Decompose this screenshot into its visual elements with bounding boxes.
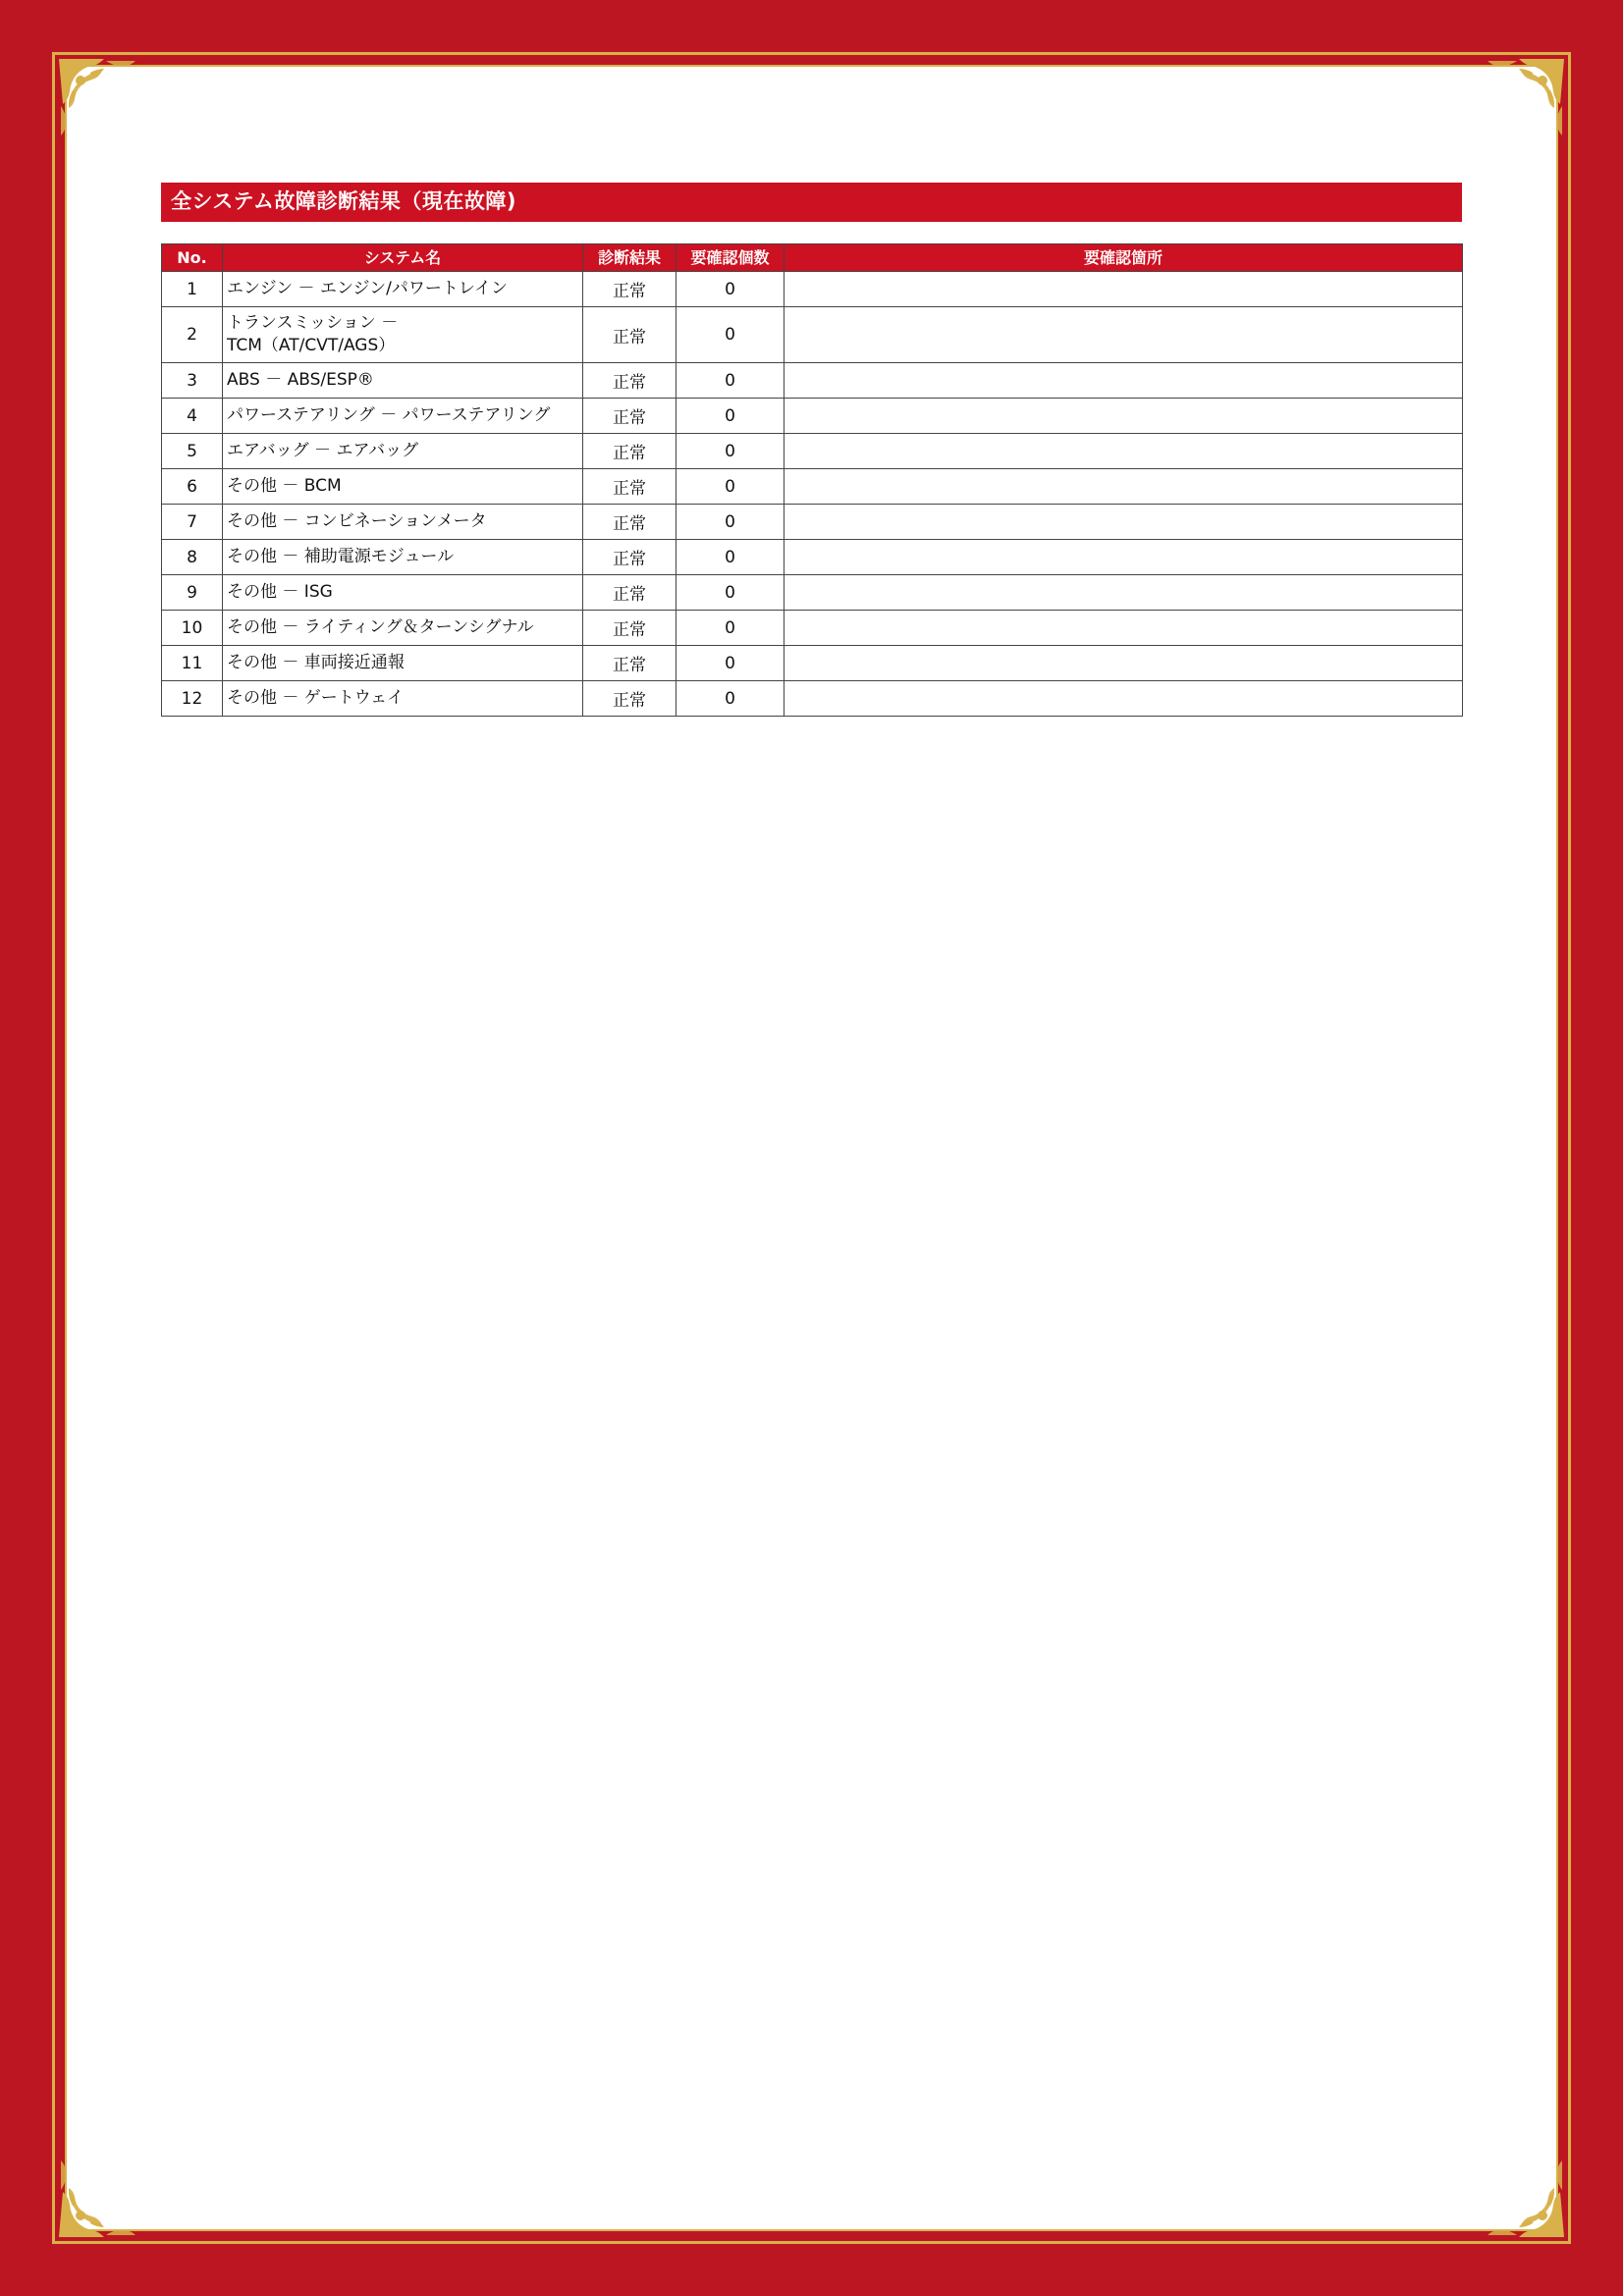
cell-place xyxy=(784,646,1463,681)
report-content xyxy=(161,183,1462,717)
cell-result: 正常 xyxy=(583,363,676,399)
cell-place xyxy=(784,611,1463,646)
cell-count: 0 xyxy=(676,363,784,399)
cell-place xyxy=(784,272,1463,307)
cell-system: エンジン － エンジン/パワートレイン xyxy=(223,272,583,307)
cell-count: 0 xyxy=(676,575,784,611)
cell-result: 正常 xyxy=(583,399,676,434)
table-row xyxy=(162,363,1463,399)
cell-count: 0 xyxy=(676,272,784,307)
cell-result: 正常 xyxy=(583,540,676,575)
cell-system: ABS － ABS/ESP® xyxy=(223,363,583,399)
cell-no: 1 xyxy=(162,272,223,307)
cell-system: その他 － コンビネーションメータ xyxy=(223,505,583,540)
cell-result: 正常 xyxy=(583,611,676,646)
cell-system: トランスミッション － TCM（AT/CVT/AGS） xyxy=(223,307,583,363)
cell-system: その他 － 車両接近通報 xyxy=(223,646,583,681)
cell-count: 0 xyxy=(676,540,784,575)
table-row xyxy=(162,540,1463,575)
cell-system: エアバッグ － エアバッグ xyxy=(223,434,583,469)
cell-no: 2 xyxy=(162,307,223,363)
cell-result: 正常 xyxy=(583,272,676,307)
cell-place xyxy=(784,540,1463,575)
table-row xyxy=(162,681,1463,717)
cell-place xyxy=(784,363,1463,399)
cell-no: 3 xyxy=(162,363,223,399)
cell-no: 12 xyxy=(162,681,223,717)
cell-result: 正常 xyxy=(583,307,676,363)
cell-no: 11 xyxy=(162,646,223,681)
cell-place xyxy=(784,681,1463,717)
cell-place xyxy=(784,399,1463,434)
table-row xyxy=(162,575,1463,611)
table-row xyxy=(162,399,1463,434)
cell-system: その他 － 補助電源モジュール xyxy=(223,540,583,575)
column-header-count: 要確認個数 xyxy=(676,244,784,272)
table-row xyxy=(162,434,1463,469)
column-header-no: No. xyxy=(162,244,223,272)
table-row xyxy=(162,646,1463,681)
table-row xyxy=(162,505,1463,540)
cell-place xyxy=(784,307,1463,363)
cell-system: その他 － BCM xyxy=(223,469,583,505)
column-header-place: 要確認箇所 xyxy=(784,244,1463,272)
cell-place xyxy=(784,505,1463,540)
cell-count: 0 xyxy=(676,646,784,681)
cell-result: 正常 xyxy=(583,505,676,540)
column-header-result: 診断結果 xyxy=(583,244,676,272)
cell-result: 正常 xyxy=(583,434,676,469)
cell-count: 0 xyxy=(676,469,784,505)
cell-place xyxy=(784,434,1463,469)
cell-result: 正常 xyxy=(583,469,676,505)
cell-count: 0 xyxy=(676,399,784,434)
cell-system: パワーステアリング － パワーステアリング xyxy=(223,399,583,434)
cell-count: 0 xyxy=(676,307,784,363)
cell-count: 0 xyxy=(676,434,784,469)
cell-no: 8 xyxy=(162,540,223,575)
cell-system: その他 － ライティング＆ターンシグナル xyxy=(223,611,583,646)
cell-place xyxy=(784,469,1463,505)
table-row xyxy=(162,307,1463,363)
table-row xyxy=(162,611,1463,646)
cell-count: 0 xyxy=(676,611,784,646)
cell-result: 正常 xyxy=(583,646,676,681)
table-body xyxy=(162,272,1463,717)
table-header xyxy=(162,244,1463,272)
column-header-system: システム名 xyxy=(223,244,583,272)
diagnosis-results-table xyxy=(161,243,1463,717)
cell-result: 正常 xyxy=(583,575,676,611)
section-title: 全システム故障診断結果（現在故障) xyxy=(161,183,1462,222)
cell-no: 5 xyxy=(162,434,223,469)
cell-no: 6 xyxy=(162,469,223,505)
cell-no: 10 xyxy=(162,611,223,646)
cell-system: その他 － ISG xyxy=(223,575,583,611)
cell-count: 0 xyxy=(676,681,784,717)
cell-place xyxy=(784,575,1463,611)
table-row xyxy=(162,272,1463,307)
table-header-row xyxy=(162,244,1463,272)
table-row xyxy=(162,469,1463,505)
cell-result: 正常 xyxy=(583,681,676,717)
cell-system: その他 － ゲートウェイ xyxy=(223,681,583,717)
cell-count: 0 xyxy=(676,505,784,540)
cell-no: 4 xyxy=(162,399,223,434)
cell-no: 9 xyxy=(162,575,223,611)
cell-no: 7 xyxy=(162,505,223,540)
